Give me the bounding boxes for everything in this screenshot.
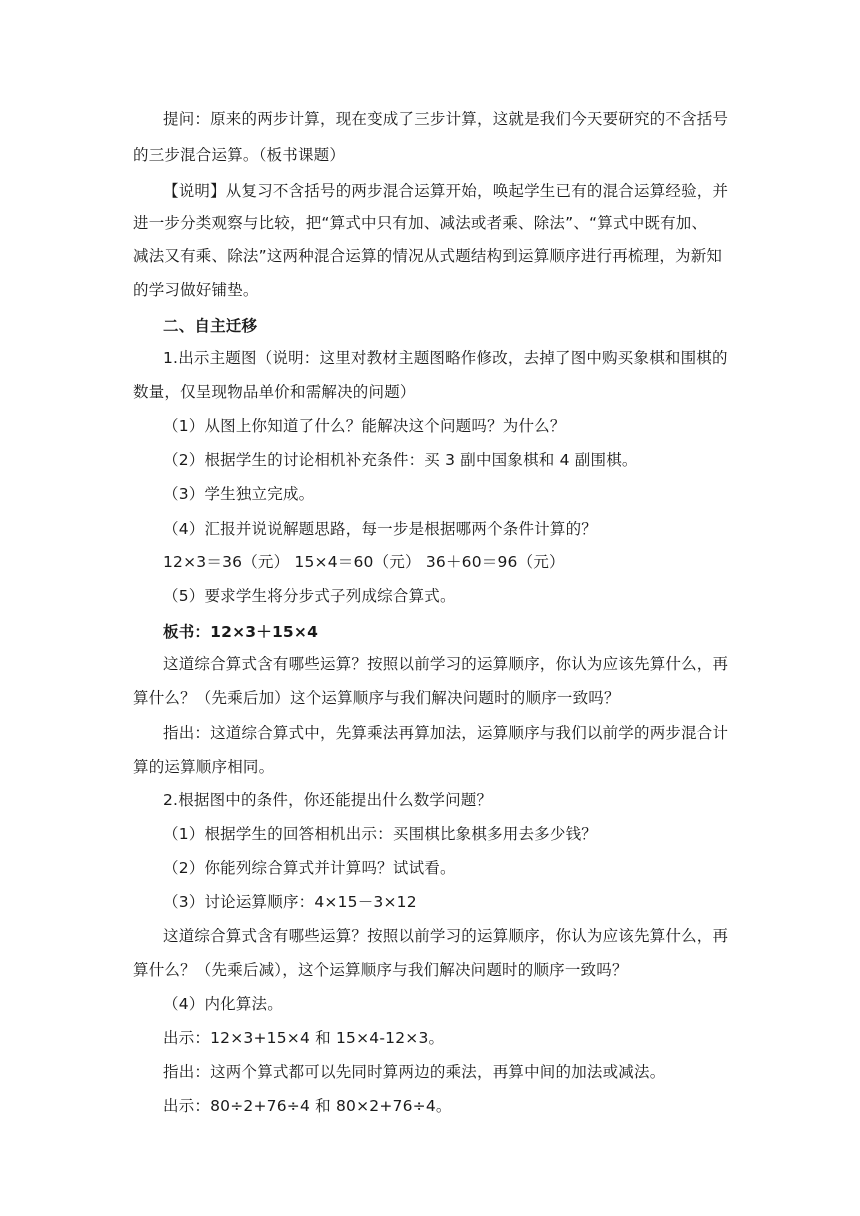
equation-line: 12×3＝36（元） 15×4＝60（元） 36＋60＝96（元） xyxy=(163,553,565,571)
text-line: （3）学生独立完成。 xyxy=(163,485,315,503)
text-line: 数量，仅呈现物品单价和需解决的问题） xyxy=(133,383,416,401)
board-writing: 板书：12×3＋15×4 xyxy=(163,623,319,641)
text-line: 算什么？（先乘后减），这个运算顺序与我们解决问题时的顺序一致吗？ xyxy=(133,961,628,979)
text-line: 出示：12×3+15×4 和 15×4-12×3。 xyxy=(163,1029,445,1047)
text-line: 的三步混合运算。（板书课题） xyxy=(133,146,346,164)
text-line: （5）要求学生将分步式子列成综合算式。 xyxy=(163,587,456,605)
text-line: 2.根据图中的条件，你还能提出什么数学问题？ xyxy=(163,791,493,809)
text-line: 进一步分类观察与比较，把“算式中只有加、减法或者乘、除法”、“算式中既有加、 xyxy=(133,214,708,232)
text-line: （2）根据学生的讨论相机补充条件：买 3 副中国象棋和 4 副围棋。 xyxy=(163,451,638,469)
text-line: （4）汇报并说说解题思路，每一步是根据哪两个条件计算的？ xyxy=(163,520,597,538)
text-line: 的学习做好铺垫。 xyxy=(133,281,259,299)
text-line: （4）内化算法。 xyxy=(163,995,283,1013)
text-line: 这道综合算式含有哪些运算？按照以前学习的运算顺序，你认为应该先算什么，再 xyxy=(163,927,729,945)
text-line: 这道综合算式含有哪些运算？按照以前学习的运算顺序，你认为应该先算什么，再 xyxy=(163,655,729,673)
text-line: 1.出示主题图（说明：这里对教材主题图略作修改，去掉了图中购买象棋和围棋的 xyxy=(163,349,728,367)
text-line: （1）从图上你知道了什么？能解决这个问题吗？为什么？ xyxy=(163,417,566,435)
text-line: 提问：原来的两步计算，现在变成了三步计算，这就是我们今天要研究的不含括号 xyxy=(163,110,729,128)
text-line: 减法又有乘、除法”这两种混合运算的情况从式题结构到运算顺序进行再梳理，为新知 xyxy=(133,247,723,265)
text-line: 算什么？（先乘后加）这个运算顺序与我们解决问题时的顺序一致吗？ xyxy=(133,689,620,707)
text-line: 指出：这道综合算式中，先算乘法再算加法，运算顺序与我们以前学的两步混合计 xyxy=(163,724,729,742)
text-line: （3）讨论运算顺序：4×15－3×12 xyxy=(163,893,417,911)
text-line: 算的运算顺序相同。 xyxy=(133,758,275,776)
text-line: 【说明】从复习不含括号的两步混合运算开始，唤起学生已有的混合运算经验，并 xyxy=(163,182,729,200)
text-line: （1）根据学生的回答相机出示：买围棋比象棋多用去多少钱？ xyxy=(163,825,597,843)
text-line: （2）你能列综合算式并计算吗？试试看。 xyxy=(163,859,456,877)
text-line: 出示：80÷2+76÷4 和 80×2+76÷4。 xyxy=(163,1097,452,1115)
section-heading: 二、自主迁移 xyxy=(163,317,258,335)
text-line: 指出：这两个算式都可以先同时算两边的乘法，再算中间的加法或减法。 xyxy=(163,1063,666,1081)
